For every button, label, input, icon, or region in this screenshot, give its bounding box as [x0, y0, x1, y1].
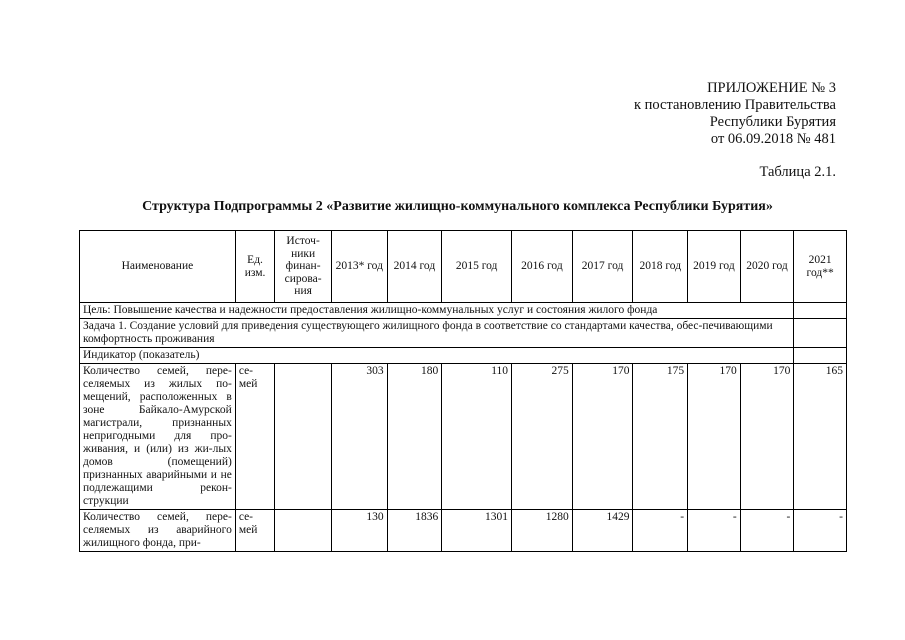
task-empty-cell — [794, 319, 847, 348]
header-2018: 2018 год — [633, 231, 688, 303]
header-2016: 2016 год — [512, 231, 573, 303]
task-row — [80, 319, 847, 348]
value-2016: 1280 — [512, 510, 573, 552]
appendix-date: от 06.09.2018 № 481 — [710, 131, 836, 147]
appendix-title: ПРИЛОЖЕНИЕ № 3 — [707, 80, 836, 96]
indicator-text: Индикатор (показатель) — [80, 348, 794, 364]
value-2016: 275 — [512, 364, 573, 510]
value-2019: - — [688, 510, 741, 552]
value-2014: 180 — [387, 364, 442, 510]
header-2021: 2021 год** — [794, 231, 847, 303]
value-2015: 110 — [442, 364, 512, 510]
appendix-block — [634, 80, 836, 148]
indicator-empty-cell — [794, 348, 847, 364]
row-name: Количество семей, пере-селяемых из аварийного жилищного фонда, при- — [80, 510, 236, 552]
header-source: Источ-ники финан-сирова-ния — [275, 231, 332, 303]
header-2013: 2013* год — [331, 231, 387, 303]
value-2015: 1301 — [442, 510, 512, 552]
value-2021: 165 — [794, 364, 847, 510]
header-2019: 2019 год — [688, 231, 741, 303]
value-2020: 170 — [740, 364, 794, 510]
appendix-republic: Республики Бурятия — [709, 114, 836, 130]
table-label: Таблица 2.1. — [759, 164, 836, 180]
value-2020: - — [740, 510, 794, 552]
value-2017: 1429 — [572, 510, 633, 552]
row-unit: се-мей — [235, 510, 274, 552]
header-2020: 2020 год — [740, 231, 794, 303]
goal-row — [80, 303, 847, 319]
value-2017: 170 — [572, 364, 633, 510]
row-source — [275, 364, 332, 510]
document-title: Структура Подпрограммы 2 «Развитие жилищно-коммунального комплекса Республики Бурятия» — [142, 199, 773, 214]
value-2018: - — [633, 510, 688, 552]
header-row — [80, 231, 847, 303]
table-row — [80, 510, 847, 552]
structure-table — [79, 230, 847, 552]
value-2013: 130 — [331, 510, 387, 552]
goal-text: Цель: Повышение качества и надежности предоставления жилищно-коммунальных услуг и состояния жилого фонда — [80, 303, 794, 319]
value-2019: 170 — [688, 364, 741, 510]
row-source — [275, 510, 332, 552]
value-2018: 175 — [633, 364, 688, 510]
header-name: Наименование — [80, 231, 236, 303]
indicator-row — [80, 348, 847, 364]
table-row — [80, 364, 847, 510]
header-2017: 2017 год — [572, 231, 633, 303]
appendix-ref: к постановлению Правительства — [634, 97, 836, 113]
header-2014: 2014 год — [387, 231, 442, 303]
header-unit: Ед. изм. — [235, 231, 274, 303]
value-2021: - — [794, 510, 847, 552]
header-2015: 2015 год — [442, 231, 512, 303]
value-2013: 303 — [331, 364, 387, 510]
value-2014: 1836 — [387, 510, 442, 552]
goal-empty-cell — [794, 303, 847, 319]
task-text: Задача 1. Создание условий для приведения существующего жилищного фонда в соответствие со стандартами качества, обес-печивающими комфортность проживания — [80, 319, 794, 348]
row-name: Количество семей, пере-селяемых из жилых по-мещений, расположенных в зоне Байкало-Амурской магистрали, признанных непригодными для про-живания, и (или) из жи-лых домов (помещений) признанных аварийными и не подлежащими рекон-струкции — [80, 364, 236, 510]
row-unit: се-мей — [235, 364, 274, 510]
